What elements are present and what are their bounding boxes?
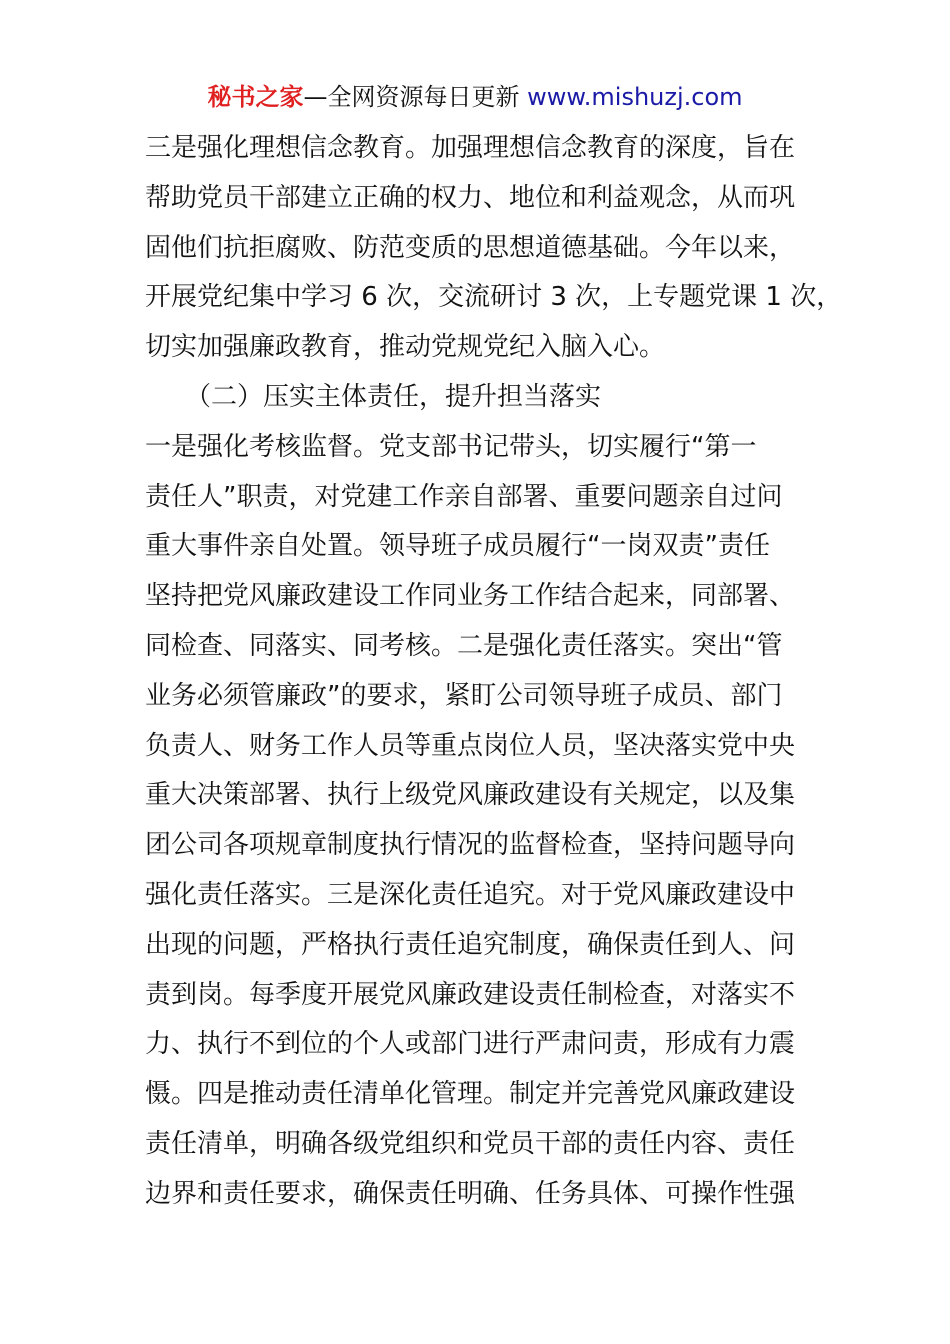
text-line: 团公司各项规章制度执行情况的监督检查，坚持问题导向: [145, 830, 796, 861]
text-line: 同检查、同落实、同考核。二是强化责任落实。突出“管: [145, 630, 783, 661]
document-body: [145, 124, 843, 1220]
text-line: 重大决策部署、执行上级党风廉政建设有关规定，以及集: [145, 780, 796, 811]
text-line: 切实加强廉政教育，推动党规党纪入脑入心。: [145, 332, 666, 363]
site-url-link[interactable]: www.mishuzj.com: [527, 83, 743, 111]
text-line: 固他们抗拒腐败、防范变质的思想道德基础。今年以来，: [145, 232, 796, 263]
text-line: 责到岗。每季度开展党风廉政建设责任制检查，对落实不: [145, 979, 796, 1010]
text-line: 负责人、财务工作人员等重点岗位人员，坚决落实党中央: [145, 730, 796, 761]
text-line: 边界和责任要求，确保责任明确、任务具体、可操作性强: [145, 1178, 796, 1209]
header-tagline: —全网资源每日更新: [303, 83, 520, 111]
text-line: 出现的问题，严格执行责任追究制度，确保责任到人、问: [145, 929, 796, 960]
section-heading: （二）压实主体责任，提升担当落实: [185, 381, 602, 412]
text-line: 责任清单，明确各级党组织和党员干部的责任内容、责任: [145, 1128, 796, 1159]
text-line: 帮助党员干部建立正确的权力、地位和利益观念，从而巩: [145, 182, 796, 213]
text-line: 慑。四是推动责任清单化管理。制定并完善党风廉政建设: [145, 1079, 796, 1110]
text-line: 强化责任落实。三是深化责任追究。对于党风廉政建设中: [145, 879, 796, 910]
text-line: 一是强化考核监督。党支部书记带头，切实履行“第一: [145, 431, 757, 462]
text-line: 力、执行不到位的个人或部门进行严肃问责，形成有力震: [145, 1029, 796, 1060]
text-line: 重大事件亲自处置。领导班子成员履行“一岗双责”责任: [145, 531, 770, 562]
text-line: 坚持把党风廉政建设工作同业务工作结合起来，同部署、: [145, 581, 796, 612]
site-header: [0, 80, 950, 114]
text-line: 责任人”职责，对党建工作亲自部署、重要问题亲自过问: [145, 481, 783, 512]
text-line: 开展党纪集中学习 6 次，交流研讨 3 次，上专题党课 1 次，: [145, 282, 843, 313]
text-line: 三是强化理想信念教育。加强理想信念教育的深度，旨在: [145, 133, 796, 163]
brand-name: 秘书之家: [207, 83, 304, 111]
text-line: 业务必须管廉政”的要求，紧盯公司领导班子成员、部门: [145, 680, 783, 711]
